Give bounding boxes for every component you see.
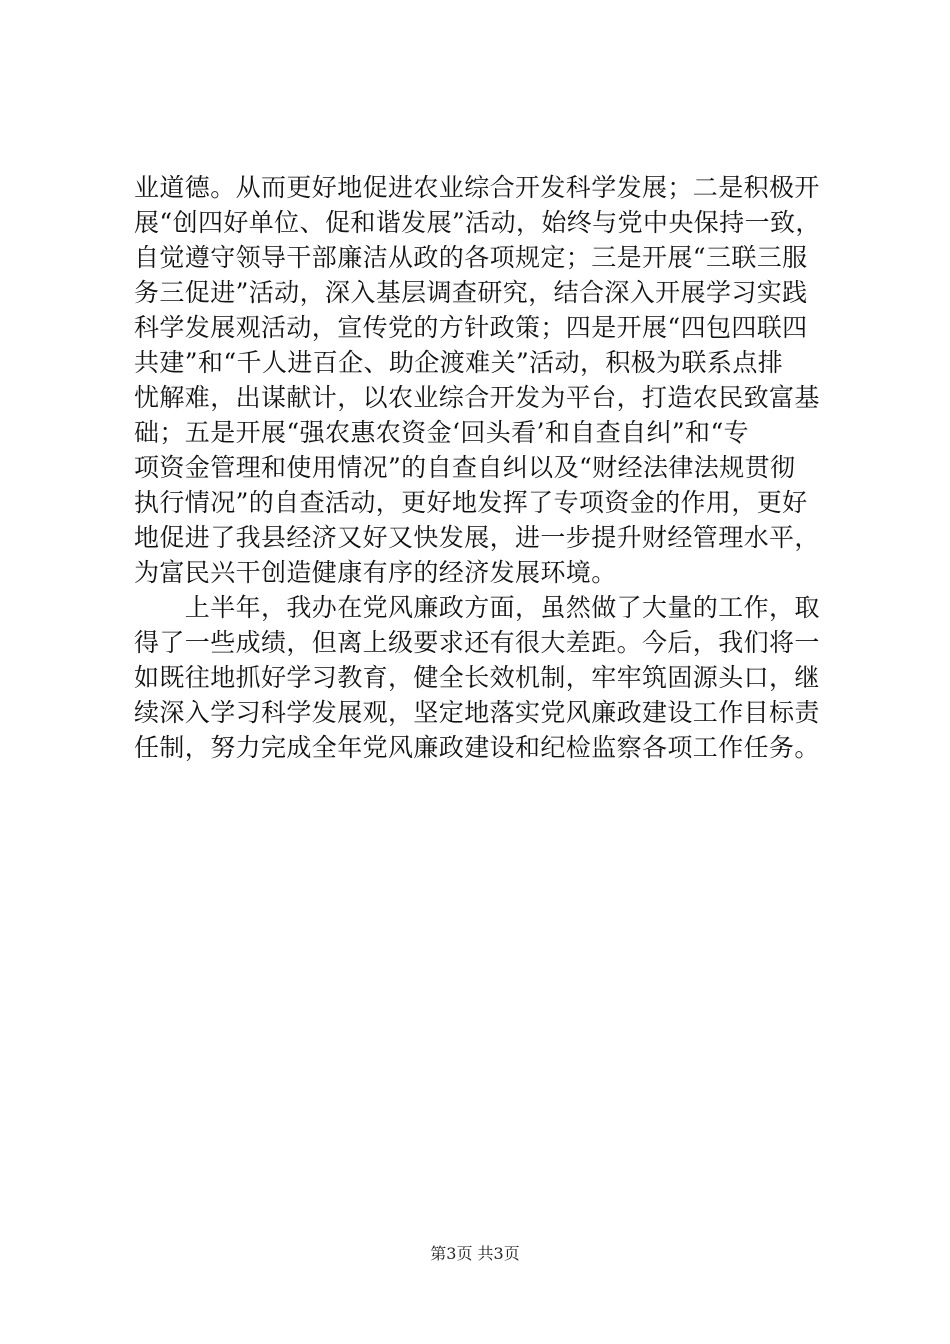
text-line: 展“创四好单位、促和谐发展”活动，始终与党中央保持一致， (134, 208, 821, 237)
text-line: 项资金管理和使用情况”的自查自纠以及“财经法律法规贯彻 (134, 453, 796, 482)
text-line: 续深入学习科学发展观，坚定地落实党风廉政建设工作目标责 (134, 698, 820, 727)
text-line: 务三促进”活动，深入基层调查研究，结合深入开展学习实践 (134, 278, 808, 307)
text-line: 业道德。从而更好地促进农业综合开发科学发展；二是积极开 (134, 173, 820, 202)
text-line: 为富民兴干创造健康有序的经济发展环境。 (134, 558, 617, 587)
text-line: 忧解难，出谋献计，以农业综合开发为平台，打造农民致富基 (134, 383, 820, 412)
text-line: 执行情况”的自查活动，更好地发挥了专项资金的作用，更好 (134, 488, 808, 517)
text-line: 如既往地抓好学习教育，健全长效机制，牢牢筑固源头口，继 (134, 663, 820, 692)
page-number-footer: 第3页 共3页 (430, 1244, 520, 1263)
text-line: 任制，努力完成全年党风廉政建设和纪检监察各项工作任务。 (134, 733, 820, 762)
text-line: 得了一些成绩，但离上级要求还有很大差距。今后，我们将一 (134, 628, 820, 657)
text-line: 础；五是开展“强农惠农资金‘回头看’和自查自纠”和“专 (134, 418, 750, 447)
text-line: 自觉遵守领导干部廉洁从政的各项规定；三是开展“三联三服 (134, 243, 808, 272)
text-line: 科学发展观活动，宣传党的方针政策；四是开展“四包四联四 (134, 313, 808, 342)
document-body (134, 170, 834, 765)
text-line: 地促进了我县经济又好又快发展，进一步提升财经管理水平， (134, 523, 820, 552)
text-line: 共建”和“千人进百企、助企渡难关”活动，积极为联系点排 (134, 348, 784, 377)
text-line: 上半年，我办在党风廉政方面，虽然做了大量的工作，取 (134, 593, 820, 622)
